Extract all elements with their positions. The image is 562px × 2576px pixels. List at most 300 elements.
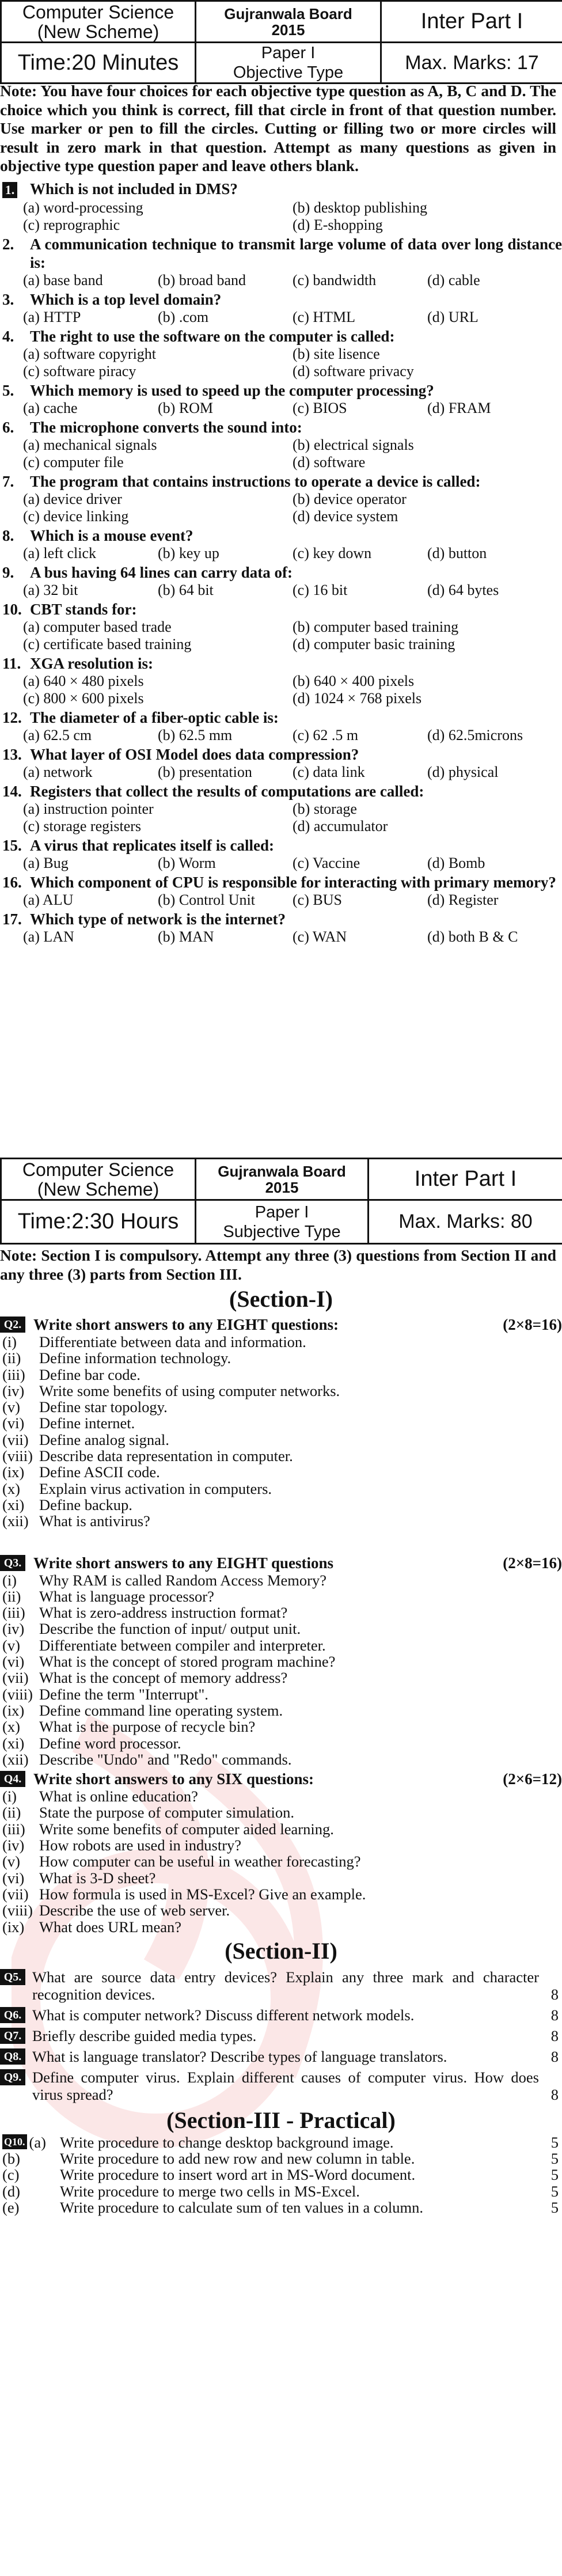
mcq-item <box>0 418 562 471</box>
short-question-text: Differentiate between data and information. <box>39 1333 306 1350</box>
mcq-options <box>0 619 562 653</box>
short-question <box>0 1702 562 1718</box>
practical-question <box>0 2183 562 2199</box>
mcq-text: A communication technique to transmit large volume of data over long distance is: <box>30 236 562 271</box>
mcq-option: (a) mechanical signals <box>23 437 157 453</box>
mcq-options <box>0 764 562 781</box>
short-question-text: How robots are used in industry? <box>39 1837 242 1854</box>
practical-question-marks: 5 <box>550 2150 559 2168</box>
short-question-text: Describe the use of web server. <box>39 1902 230 1919</box>
short-question-number: (vi) <box>2 1869 25 1887</box>
mcq-text: The microphone converts the sound into: <box>30 419 302 436</box>
mcq-number: 11. <box>2 655 21 672</box>
practical-question-number <box>0 2134 60 2150</box>
mcq-options <box>0 437 562 471</box>
short-question-number: (ix) <box>2 1701 25 1719</box>
short-question-number: (iv) <box>2 1837 25 1854</box>
q4-items <box>0 1788 562 1935</box>
mcq-item <box>0 910 562 946</box>
short-question <box>0 1464 562 1480</box>
short-question-text: Define information technology. <box>39 1349 231 1367</box>
section-2-title: (Section-II) <box>225 1937 337 1964</box>
short-question <box>0 1670 562 1686</box>
mcq-question <box>0 563 562 582</box>
mcq-option: (b) site lisence <box>293 346 380 362</box>
mcq-option: (a) base band <box>23 272 103 289</box>
long-question-text: Briefly describe guided media types. <box>32 2027 257 2044</box>
long-question <box>0 2006 562 2024</box>
short-question <box>0 1588 562 1604</box>
practical-question-marks: 5 <box>550 2182 559 2200</box>
mcq-item <box>0 472 562 525</box>
mcq-option: (d) E-shopping <box>293 217 383 233</box>
short-question <box>0 1686 562 1702</box>
mcq-option: (a) 640 × 480 pixels <box>23 673 144 689</box>
time-cell-2: Time:2:30 Hours <box>1 1200 196 1244</box>
short-question-text: Define ASCII code. <box>39 1463 160 1481</box>
short-question-number: (vii) <box>2 1669 29 1687</box>
long-question-number: Q6. <box>0 2007 25 2023</box>
long-question-marks: 8 <box>550 2047 559 2065</box>
mcq-question <box>0 708 562 727</box>
short-question-text: What is online education? <box>39 1788 198 1805</box>
practical-question <box>0 2134 562 2150</box>
short-question <box>0 1821 562 1837</box>
long-question-marks: 8 <box>550 1985 559 2003</box>
mcq-list <box>0 180 562 947</box>
mcq-option: (b) storage <box>293 801 357 817</box>
mcq-text: The right to use the software on the computer is called: <box>30 328 395 345</box>
mcq-number: 1. <box>2 182 17 198</box>
board-cell-2: Gujranwala Board 2015 <box>196 1159 369 1200</box>
long-question-marks: 8 <box>550 2085 559 2103</box>
mcq-options <box>0 673 562 707</box>
mcq-option: (d) 62.5microns <box>427 727 523 743</box>
long-question-number: Q7. <box>0 2028 25 2044</box>
mcq-number: 16. <box>2 874 22 891</box>
short-question-text: What does URL mean? <box>39 1918 182 1936</box>
mcq-option: (c) WAN <box>293 928 347 945</box>
mcq-question <box>0 418 562 437</box>
section-3-questions <box>0 2134 562 2215</box>
practical-question <box>0 2150 562 2167</box>
mcq-options <box>0 801 562 835</box>
mcq-text: Which is a top level domain? <box>30 291 222 308</box>
mcq-number: 15. <box>2 837 22 854</box>
mcq-number: 4. <box>2 328 14 345</box>
short-question-number: (ix) <box>2 1918 25 1936</box>
mcq-options <box>0 400 562 417</box>
practical-question-marks: 5 <box>550 2198 559 2216</box>
mcq-text: Which is not included in DMS? <box>30 180 238 198</box>
short-question-number: (iv) <box>2 1620 25 1638</box>
mcq-option: (c) device linking <box>23 508 129 525</box>
short-question-text: Define backup. <box>39 1496 132 1513</box>
short-question-text: How computer can be useful in weather forecasting? <box>39 1853 361 1871</box>
short-question <box>0 1902 562 1918</box>
mcq-option: (a) left click <box>23 545 97 562</box>
short-question-text: Define star topology. <box>39 1398 168 1416</box>
mcq-question <box>0 472 562 491</box>
mcq-number: 3. <box>2 291 14 308</box>
long-question-number: Q5. <box>0 1969 25 1985</box>
mcq-number: 5. <box>2 382 14 399</box>
short-question-text: What is the concept of memory address? <box>39 1669 288 1687</box>
short-question <box>0 1735 562 1751</box>
mcq-text: Which type of network is the internet? <box>30 910 286 928</box>
mcq-option: (b) 640 × 400 pixels <box>293 673 415 689</box>
mcq-text: The program that contains instructions to operate a device is called: <box>30 473 481 490</box>
long-question-text: What is computer network? Discuss different network models. <box>32 2006 415 2024</box>
practical-part-label: (d) <box>2 2182 20 2200</box>
mcq-question <box>0 745 562 764</box>
short-question-number: (i) <box>2 1788 17 1805</box>
mcq-option: (c) BIOS <box>293 400 347 416</box>
short-question-text: Define command line operating system. <box>39 1701 283 1719</box>
long-question <box>0 2048 562 2065</box>
mcq-option: (b) 64 bit <box>158 582 214 598</box>
section-2-questions <box>0 1968 562 2103</box>
mcq-option: (d) cable <box>427 272 480 289</box>
mcq-options <box>0 346 562 380</box>
mcq-option: (d) accumulator <box>293 818 388 834</box>
short-question <box>0 1432 562 1448</box>
short-question <box>0 1334 562 1350</box>
mcq-text: Registers that collect the results of computations are called: <box>30 783 424 800</box>
mcq-option: (d) physical <box>427 764 499 780</box>
mcq-item <box>0 654 562 707</box>
long-question-text: What is language translator? Describe types of language translators. <box>32 2047 447 2065</box>
short-question-number: (viii) <box>2 1902 33 1919</box>
mcq-number: 12. <box>2 709 22 726</box>
mcq-option: (c) 800 × 600 pixels <box>23 690 144 707</box>
mcq-options <box>0 272 562 289</box>
mcq-option: (a) cache <box>23 400 78 416</box>
short-question <box>0 1853 562 1869</box>
long-question-marks: 8 <box>550 2006 559 2024</box>
short-question-text: What is the concept of stored program machine? <box>39 1653 336 1671</box>
mcq-option: (c) storage registers <box>23 818 142 834</box>
short-question <box>0 1886 562 1902</box>
mcq-text: Which memory is used to speed up the computer processing? <box>30 382 434 399</box>
short-question-number: (ii) <box>2 1349 21 1367</box>
short-question <box>0 1415 562 1431</box>
mcq-option: (a) HTTP <box>23 309 81 325</box>
short-question-text: What is zero-address instruction format? <box>39 1604 288 1622</box>
mcq-option: (a) device driver <box>23 491 122 507</box>
mcq-option: (b) 62.5 mm <box>158 727 233 743</box>
practical-part-label: (e) <box>2 2198 20 2216</box>
mcq-option: (c) 62 .5 m <box>293 727 359 743</box>
mcq-option: (d) FRAM <box>427 400 491 416</box>
subjective-note: Note: Section I is compulsory. Attempt any three (3) questions from Section II and any three (3) parts from Section III. <box>0 1246 557 1283</box>
long-question <box>0 2027 562 2044</box>
section-1-title: (Section-I) <box>229 1286 333 1312</box>
mcq-item <box>0 708 562 744</box>
short-question-text: Define word processor. <box>39 1734 181 1752</box>
mcq-number: 13. <box>2 746 22 763</box>
class-cell: Inter Part I <box>381 1 562 43</box>
q4-heading: Q4. Write short answers to any SIX questions: (2×6=12) <box>0 1770 562 1788</box>
short-question-number: (v) <box>2 1853 20 1871</box>
mcq-text: XGA resolution is: <box>30 655 154 672</box>
class-cell-2: Inter Part I <box>369 1159 562 1200</box>
mcq-question <box>0 910 562 928</box>
practical-part-label: (b) <box>2 2150 20 2168</box>
paper-type-cell-2: Paper I Subjective Type <box>196 1200 369 1244</box>
short-question-text: What is antivirus? <box>39 1512 150 1530</box>
subjective-part <box>0 1285 562 2215</box>
mcq-text: A bus having 64 lines can carry data of: <box>30 564 293 581</box>
short-question-number: (vii) <box>2 1431 29 1448</box>
max-marks-cell-2: Max. Marks: 80 <box>369 1200 562 1244</box>
mcq-option: (a) software copyright <box>23 346 157 362</box>
short-question-text: State the purpose of computer simulation. <box>39 1804 295 1822</box>
mcq-option: (b) computer based training <box>293 619 459 635</box>
mcq-number: 14. <box>2 783 22 800</box>
short-question-number: (vi) <box>2 1414 25 1432</box>
mcq-option: (a) computer based trade <box>23 619 172 635</box>
short-question-text: Define the term "Interrupt". <box>39 1685 208 1703</box>
mcq-question <box>0 327 562 346</box>
mcq-option: (d) device system <box>293 508 398 525</box>
short-question-text: Write some benefits of computer aided learning. <box>39 1820 334 1838</box>
short-question-number: (xi) <box>2 1496 25 1513</box>
time-cell: Time:20 Minutes <box>1 43 196 84</box>
mcq-options <box>0 727 562 744</box>
mcq-item <box>0 745 562 781</box>
mcq-item <box>0 180 562 234</box>
mcq-options <box>0 855 562 872</box>
mcq-option: (c) Vaccine <box>293 855 360 871</box>
mcq-option: (a) Bug <box>23 855 69 871</box>
mcq-question <box>0 526 562 545</box>
mcq-number: 8. <box>2 527 14 544</box>
mcq-option: (b) Control Unit <box>158 891 255 908</box>
short-question <box>0 1751 562 1767</box>
practical-part-label: (c) <box>2 2166 20 2184</box>
mcq-text: The diameter of a fiber-optic cable is: <box>30 709 279 726</box>
mcq-item <box>0 327 562 380</box>
practical-question <box>0 2199 562 2215</box>
short-question <box>0 1919 562 1935</box>
short-question-text: Describe the function of input/ output unit. <box>39 1620 301 1638</box>
mcq-option: (d) software <box>293 454 366 471</box>
q2-heading: Q2. Write short answers to any EIGHT questions: (2×8=16) <box>0 1315 562 1334</box>
long-question-number: Q9. <box>0 2069 25 2085</box>
mcq-option: (a) 62.5 cm <box>23 727 92 743</box>
short-question-number: (ii) <box>2 1587 21 1605</box>
subjective-header-table <box>0 1158 562 1245</box>
practical-question-text: Write procedure to insert word art in MS-Word document. <box>60 2166 416 2184</box>
mcq-item <box>0 836 562 872</box>
mcq-option: (d) computer basic training <box>293 636 455 652</box>
short-question-text: Why RAM is called Random Access Memory? <box>39 1571 326 1589</box>
mcq-options <box>0 309 562 326</box>
mcq-option: (a) ALU <box>23 891 74 908</box>
short-question-number: (iii) <box>2 1604 25 1622</box>
mcq-option: (c) bandwidth <box>293 272 377 289</box>
objective-header-table <box>0 0 562 84</box>
mcq-option: (a) network <box>23 764 93 780</box>
mcq-option: (a) 32 bit <box>23 582 78 598</box>
short-question <box>0 1653 562 1670</box>
practical-question-text: Write procedure to add new row and new column in table. <box>60 2150 415 2168</box>
short-question <box>0 1497 562 1513</box>
short-question <box>0 1383 562 1399</box>
short-question <box>0 1718 562 1735</box>
short-question-number: (xi) <box>2 1734 25 1752</box>
short-question-text: Differentiate between compiler and interpreter. <box>39 1636 326 1654</box>
practical-question-marks: 5 <box>550 2133 559 2151</box>
short-question-number: (i) <box>2 1333 17 1350</box>
mcq-question <box>0 290 562 309</box>
short-question-text: Describe data representation in computer. <box>39 1447 293 1465</box>
mcq-option: (a) instruction pointer <box>23 801 154 817</box>
subject-cell-2: Computer Science (New Scheme) <box>1 1159 196 1200</box>
mcq-option: (c) HTML <box>293 309 356 325</box>
mcq-number: 10. <box>2 601 22 618</box>
practical-question-number <box>0 2183 60 2199</box>
short-question-text: Explain virus activation in computers. <box>39 1479 272 1497</box>
mcq-question <box>0 782 562 801</box>
mcq-question <box>0 600 562 619</box>
short-question-number: (v) <box>2 1398 20 1416</box>
q2-items <box>0 1334 562 1530</box>
mcq-text: Which component of CPU is responsible for interacting with primary memory? <box>30 874 556 891</box>
mcq-option: (c) key down <box>293 545 372 562</box>
mcq-option: (c) reprographic <box>23 217 120 233</box>
mcq-option: (b) MAN <box>158 928 214 945</box>
mcq-question <box>0 873 562 891</box>
short-question <box>0 1367 562 1383</box>
short-question-number: (i) <box>2 1571 17 1589</box>
mcq-item <box>0 526 562 562</box>
mcq-option: (d) Register <box>427 891 499 908</box>
mcq-number: 9. <box>2 564 14 581</box>
mcq-question <box>0 381 562 400</box>
mcq-options <box>0 491 562 525</box>
mcq-option: (b) presentation <box>158 764 252 780</box>
short-question <box>0 1350 562 1366</box>
mcq-option: (d) software privacy <box>293 363 414 380</box>
mcq-question <box>0 180 562 199</box>
mcq-options <box>0 582 562 599</box>
short-question <box>0 1448 562 1464</box>
mcq-option: (d) 64 bytes <box>427 582 499 598</box>
mcq-question <box>0 654 562 673</box>
short-question <box>0 1621 562 1637</box>
short-question-number: (v) <box>2 1636 20 1654</box>
short-question <box>0 1513 562 1529</box>
mcq-options <box>0 928 562 946</box>
mcq-item <box>0 381 562 417</box>
section-3-title: (Section-III - Practical) <box>166 2107 396 2133</box>
short-question-number: (viii) <box>2 1447 33 1465</box>
practical-question-text: Write procedure to change desktop background image. <box>60 2133 394 2151</box>
mcq-options <box>0 199 562 234</box>
short-question-number: (xii) <box>2 1512 29 1530</box>
q3-items <box>0 1572 562 1768</box>
long-question <box>0 1968 562 2003</box>
practical-question-number <box>0 2167 60 2183</box>
mcq-text: A virus that replicates itself is called: <box>30 837 274 854</box>
short-question-number: (x) <box>2 1718 20 1736</box>
long-question-number: Q8. <box>0 2048 25 2065</box>
mcq-option: (c) computer file <box>23 454 124 471</box>
mcq-number: 2. <box>2 236 14 253</box>
short-question-number: (vii) <box>2 1885 29 1903</box>
mcq-option: (c) certificate based training <box>23 636 192 652</box>
short-question-text: Write some benefits of using computer networks. <box>39 1382 340 1399</box>
short-question-number: (iv) <box>2 1382 25 1399</box>
practical-question-text: Write procedure to calculate sum of ten values in a column. <box>60 2198 424 2216</box>
board-cell: Gujranwala Board 2015 <box>196 1 381 43</box>
short-question <box>0 1837 562 1853</box>
q3-heading: Q3. Write short answers to any EIGHT questions (2×8=16) <box>0 1554 562 1572</box>
mcq-item <box>0 563 562 599</box>
mcq-item <box>0 290 562 326</box>
mcq-option: (a) word-processing <box>23 199 143 216</box>
mcq-option: (c) data link <box>293 764 365 780</box>
short-question-number: (x) <box>2 1479 20 1497</box>
short-question <box>0 1637 562 1653</box>
mcq-option: (b) ROM <box>158 400 214 416</box>
practical-question-number <box>0 2150 60 2167</box>
mcq-option: (d) both B & C <box>427 928 518 945</box>
mcq-option: (b) Worm <box>158 855 216 871</box>
mcq-option: (b) key up <box>158 545 219 562</box>
long-question-text: Define computer virus. Explain different causes of computer virus. How does virus spread? <box>32 2068 539 2103</box>
mcq-text: CBT stands for: <box>30 601 137 618</box>
short-question-text: Define bar code. <box>39 1365 140 1383</box>
mcq-options <box>0 545 562 562</box>
short-question <box>0 1604 562 1621</box>
long-question-text: What are source data entry devices? Explain any three mark and character recognition devices. <box>32 1968 539 2003</box>
max-marks-cell: Max. Marks: 17 <box>381 43 562 84</box>
mcq-option: (b) device operator <box>293 491 407 507</box>
mcq-option: (c) BUS <box>293 891 342 908</box>
short-question-number: (viii) <box>2 1685 33 1703</box>
mcq-option: (c) 16 bit <box>293 582 348 598</box>
mcq-option: (c) software piracy <box>23 363 136 380</box>
mcq-item <box>0 235 562 289</box>
objective-note: Note: You have four choices for each objective type question as A, B, C and D. The choice which you think is correct, fill that circle in front of that question number. Use marker or pen to fill the circles. Cutting or filling two or more circles will result in zero mark in that question. Attempt as many questions as given in objective type question paper and leave others blank. <box>0 82 556 174</box>
mcq-text: Which is a mouse event? <box>30 527 193 544</box>
short-question-text: What is language processor? <box>39 1587 214 1605</box>
paper-type-cell: Paper I Objective Type <box>196 43 381 84</box>
short-question-text: What is the purpose of recycle bin? <box>39 1718 256 1736</box>
subject-cell: Computer Science (New Scheme) <box>1 1 196 43</box>
short-question-number: (xii) <box>2 1750 29 1768</box>
long-question-marks: 8 <box>550 2027 559 2044</box>
short-question <box>0 1870 562 1886</box>
mcq-option: (b) desktop publishing <box>293 199 427 216</box>
practical-question-number <box>0 2199 60 2215</box>
mcq-option: (d) 1024 × 768 pixels <box>293 690 422 707</box>
mcq-item <box>0 873 562 909</box>
long-question <box>0 2069 562 2103</box>
mcq-option: (d) URL <box>427 309 479 325</box>
mcq-question <box>0 235 562 272</box>
mcq-option: (d) button <box>427 545 487 562</box>
mcq-text: What layer of OSI Model does data compression? <box>30 746 359 763</box>
mcq-item <box>0 782 562 835</box>
short-question <box>0 1804 562 1820</box>
short-question-text: Define internet. <box>39 1414 135 1432</box>
mcq-number: 6. <box>2 419 14 436</box>
short-question-number: (ii) <box>2 1804 21 1822</box>
